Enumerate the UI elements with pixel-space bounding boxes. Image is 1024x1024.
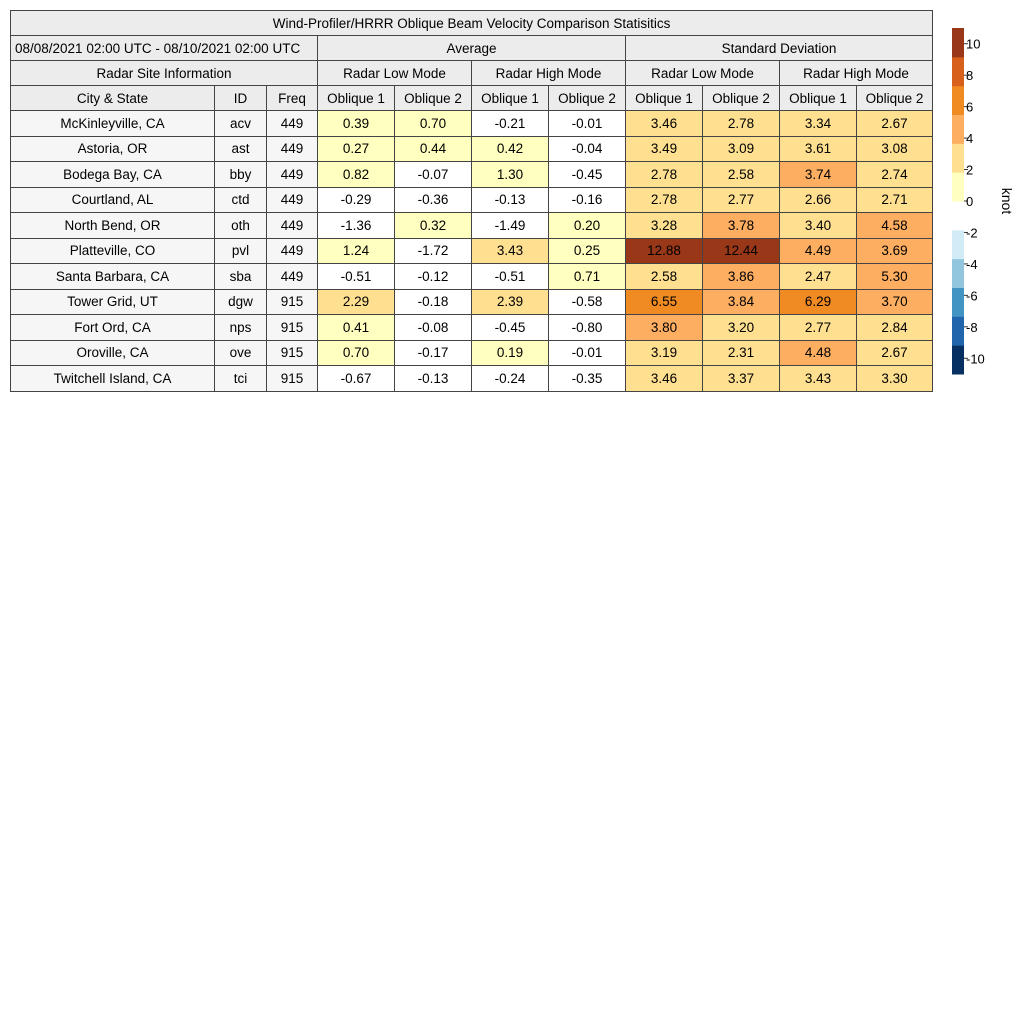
- value-cell: 3.74: [780, 162, 857, 188]
- site-id-cell: ctd: [215, 187, 267, 213]
- value-cell: 3.61: [780, 136, 857, 162]
- table-row: [11, 264, 933, 290]
- value-cell: 2.74: [857, 162, 933, 188]
- site-id-cell: bby: [215, 162, 267, 188]
- colorbar-segment: [952, 143, 964, 172]
- value-cell: -0.45: [472, 315, 549, 341]
- value-cell: -0.21: [472, 111, 549, 137]
- value-cell: 4.48: [780, 340, 857, 366]
- value-cell: 0.41: [318, 315, 395, 341]
- site-id-cell: sba: [215, 264, 267, 290]
- value-cell: -0.80: [549, 315, 626, 341]
- value-cell: 3.49: [626, 136, 703, 162]
- city-cell: Twitchell Island, CA: [11, 366, 215, 392]
- city-cell: Courtland, AL: [11, 187, 215, 213]
- value-cell: -0.13: [395, 366, 472, 392]
- value-cell: 0.25: [549, 238, 626, 264]
- frequency-cell: 449: [267, 264, 318, 290]
- value-cell: 3.30: [857, 366, 933, 392]
- frequency-cell: 915: [267, 340, 318, 366]
- city-cell: Platteville, CO: [11, 238, 215, 264]
- value-cell: 0.44: [395, 136, 472, 162]
- table-row: [11, 315, 933, 341]
- value-cell: -0.04: [549, 136, 626, 162]
- city-cell: Oroville, CA: [11, 340, 215, 366]
- col-city-state-header: City & State: [11, 86, 215, 111]
- value-cell: 3.40: [780, 213, 857, 239]
- value-cell: -0.67: [318, 366, 395, 392]
- table-row: [11, 136, 933, 162]
- col-std-low-oblique-1-header: Oblique 1: [626, 86, 703, 111]
- value-cell: 5.30: [857, 264, 933, 290]
- site-id-cell: ove: [215, 340, 267, 366]
- table-title: Wind-Profiler/HRRR Oblique Beam Velocity Comparison Statisitics: [11, 11, 933, 36]
- city-cell: Astoria, OR: [11, 136, 215, 162]
- value-cell: 2.67: [857, 111, 933, 137]
- value-cell: -0.18: [395, 289, 472, 315]
- city-cell: McKinleyville, CA: [11, 111, 215, 137]
- colorbar-segment: [952, 28, 964, 57]
- city-cell: North Bend, OR: [11, 213, 215, 239]
- table-row: [11, 111, 933, 137]
- value-cell: -0.12: [395, 264, 472, 290]
- frequency-cell: 915: [267, 315, 318, 341]
- colorbar-tick-label: 0: [966, 194, 974, 209]
- frequency-cell: 449: [267, 187, 318, 213]
- colorbar-segment: [952, 201, 964, 230]
- value-cell: 2.58: [626, 264, 703, 290]
- colorbar-tick-label: -8: [966, 319, 978, 335]
- table-row: [11, 238, 933, 264]
- colorbar-unit-label: knot: [999, 187, 1015, 215]
- colorbar-segment: [952, 86, 964, 115]
- value-cell: 0.39: [318, 111, 395, 137]
- frequency-cell: 449: [267, 136, 318, 162]
- site-id-cell: tci: [215, 366, 267, 392]
- value-cell: 3.43: [472, 238, 549, 264]
- site-id-cell: acv: [215, 111, 267, 137]
- value-cell: -0.13: [472, 187, 549, 213]
- site-id-cell: nps: [215, 315, 267, 341]
- site-id-cell: pvl: [215, 238, 267, 264]
- colorbar-tick-label: 4: [966, 131, 974, 147]
- colorbar-tick-label: 6: [966, 99, 974, 115]
- value-cell: -0.51: [472, 264, 549, 290]
- value-cell: 2.67: [857, 340, 933, 366]
- frequency-cell: 449: [267, 213, 318, 239]
- table-row: [11, 366, 933, 392]
- colorbar-segment: [952, 172, 964, 201]
- city-cell: Bodega Bay, CA: [11, 162, 215, 188]
- colorbar-tick-label: 2: [966, 162, 974, 178]
- value-cell: 3.20: [703, 315, 780, 341]
- value-cell: 2.78: [626, 162, 703, 188]
- value-cell: 3.69: [857, 238, 933, 264]
- col-avg-low-oblique-1-header: Oblique 1: [318, 86, 395, 111]
- col-std-high-oblique-1-header: Oblique 1: [780, 86, 857, 111]
- colorbar-segment: [952, 115, 964, 144]
- value-cell: -0.01: [549, 111, 626, 137]
- value-cell: -0.07: [395, 162, 472, 188]
- value-cell: 0.20: [549, 213, 626, 239]
- comparison-statistics-table: [10, 10, 933, 392]
- frequency-cell: 449: [267, 162, 318, 188]
- value-cell: 3.46: [626, 111, 703, 137]
- value-cell: 3.43: [780, 366, 857, 392]
- frequency-cell: 449: [267, 111, 318, 137]
- value-cell: 4.49: [780, 238, 857, 264]
- value-cell: 2.31: [703, 340, 780, 366]
- column-header-row: [11, 86, 933, 111]
- colorbar-tick-label: -2: [966, 225, 978, 241]
- value-cell: -0.17: [395, 340, 472, 366]
- value-cell: 0.71: [549, 264, 626, 290]
- col-std-low-oblique-2-header: Oblique 2: [703, 86, 780, 111]
- value-cell: 2.78: [626, 187, 703, 213]
- value-cell: 2.66: [780, 187, 857, 213]
- colorbar-tick-label: 10: [966, 36, 981, 52]
- value-cell: 3.19: [626, 340, 703, 366]
- value-cell: 1.24: [318, 238, 395, 264]
- value-cell: 6.55: [626, 289, 703, 315]
- value-cell: 2.47: [780, 264, 857, 290]
- value-cell: 0.70: [395, 111, 472, 137]
- city-cell: Tower Grid, UT: [11, 289, 215, 315]
- std-low-mode-header: Radar Low Mode: [626, 61, 780, 86]
- value-cell: 3.34: [780, 111, 857, 137]
- value-cell: 6.29: [780, 289, 857, 315]
- col-freq-header: Freq: [267, 86, 318, 111]
- value-cell: 0.70: [318, 340, 395, 366]
- col-std-high-oblique-2-header: Oblique 2: [857, 86, 933, 111]
- value-cell: 2.58: [703, 162, 780, 188]
- col-avg-low-oblique-2-header: Oblique 2: [395, 86, 472, 111]
- table-row: [11, 162, 933, 188]
- value-cell: 3.28: [626, 213, 703, 239]
- col-id-header: ID: [215, 86, 267, 111]
- date-range: 08/08/2021 02:00 UTC - 08/10/2021 02:00 UTC: [11, 36, 318, 61]
- value-cell: -0.36: [395, 187, 472, 213]
- value-cell: 1.30: [472, 162, 549, 188]
- value-cell: 4.58: [857, 213, 933, 239]
- value-cell: 0.27: [318, 136, 395, 162]
- city-cell: Santa Barbara, CA: [11, 264, 215, 290]
- colorbar-tick-label: -6: [966, 288, 978, 304]
- site-id-cell: oth: [215, 213, 267, 239]
- table-row: [11, 187, 933, 213]
- value-cell: 3.78: [703, 213, 780, 239]
- colorbar-segment: [952, 259, 964, 288]
- value-cell: 3.09: [703, 136, 780, 162]
- table-row: [11, 213, 933, 239]
- avg-low-mode-header: Radar Low Mode: [318, 61, 472, 86]
- avg-high-mode-header: Radar High Mode: [472, 61, 626, 86]
- value-cell: -0.35: [549, 366, 626, 392]
- value-cell: 12.88: [626, 238, 703, 264]
- value-cell: -1.36: [318, 213, 395, 239]
- col-avg-high-oblique-1-header: Oblique 1: [472, 86, 549, 111]
- value-cell: 3.08: [857, 136, 933, 162]
- value-cell: 2.77: [780, 315, 857, 341]
- city-cell: Fort Ord, CA: [11, 315, 215, 341]
- std-dev-header: Standard Deviation: [626, 36, 933, 61]
- colorbar-segment: [952, 345, 964, 374]
- value-cell: -0.08: [395, 315, 472, 341]
- value-cell: -0.16: [549, 187, 626, 213]
- site-id-cell: dgw: [215, 289, 267, 315]
- value-cell: 3.84: [703, 289, 780, 315]
- frequency-cell: 449: [267, 238, 318, 264]
- col-avg-high-oblique-2-header: Oblique 2: [549, 86, 626, 111]
- value-cell: -0.51: [318, 264, 395, 290]
- value-cell: 3.80: [626, 315, 703, 341]
- value-cell: -1.72: [395, 238, 472, 264]
- colorbar-segment: [952, 288, 964, 317]
- colorbar-tick-label: -4: [966, 256, 978, 272]
- value-cell: 12.44: [703, 238, 780, 264]
- value-cell: 2.39: [472, 289, 549, 315]
- value-cell: -0.01: [549, 340, 626, 366]
- value-cell: 0.42: [472, 136, 549, 162]
- colorbar-tick-label: -10: [966, 351, 985, 367]
- colorbar-segment: [952, 230, 964, 259]
- value-cell: 0.82: [318, 162, 395, 188]
- colorbar-segment: [952, 316, 964, 345]
- value-cell: -0.58: [549, 289, 626, 315]
- table-row: [11, 289, 933, 315]
- colorbar-tick-label: 8: [966, 68, 974, 84]
- value-cell: 2.77: [703, 187, 780, 213]
- site-info-header: Radar Site Information: [11, 61, 318, 86]
- value-cell: 0.32: [395, 213, 472, 239]
- colorbar-segment: [952, 57, 964, 86]
- average-header: Average: [318, 36, 626, 61]
- value-cell: 2.78: [703, 111, 780, 137]
- value-cell: -1.49: [472, 213, 549, 239]
- value-cell: 3.46: [626, 366, 703, 392]
- value-cell: -0.24: [472, 366, 549, 392]
- value-cell: 2.29: [318, 289, 395, 315]
- std-high-mode-header: Radar High Mode: [780, 61, 933, 86]
- site-id-cell: ast: [215, 136, 267, 162]
- value-cell: 3.37: [703, 366, 780, 392]
- value-cell: 2.71: [857, 187, 933, 213]
- value-cell: 0.19: [472, 340, 549, 366]
- frequency-cell: 915: [267, 289, 318, 315]
- frequency-cell: 915: [267, 366, 318, 392]
- value-cell: -0.29: [318, 187, 395, 213]
- value-cell: 3.70: [857, 289, 933, 315]
- value-cell: 2.84: [857, 315, 933, 341]
- value-cell: -0.45: [549, 162, 626, 188]
- value-cell: 3.86: [703, 264, 780, 290]
- table-row: [11, 340, 933, 366]
- colorbar: [940, 20, 1020, 380]
